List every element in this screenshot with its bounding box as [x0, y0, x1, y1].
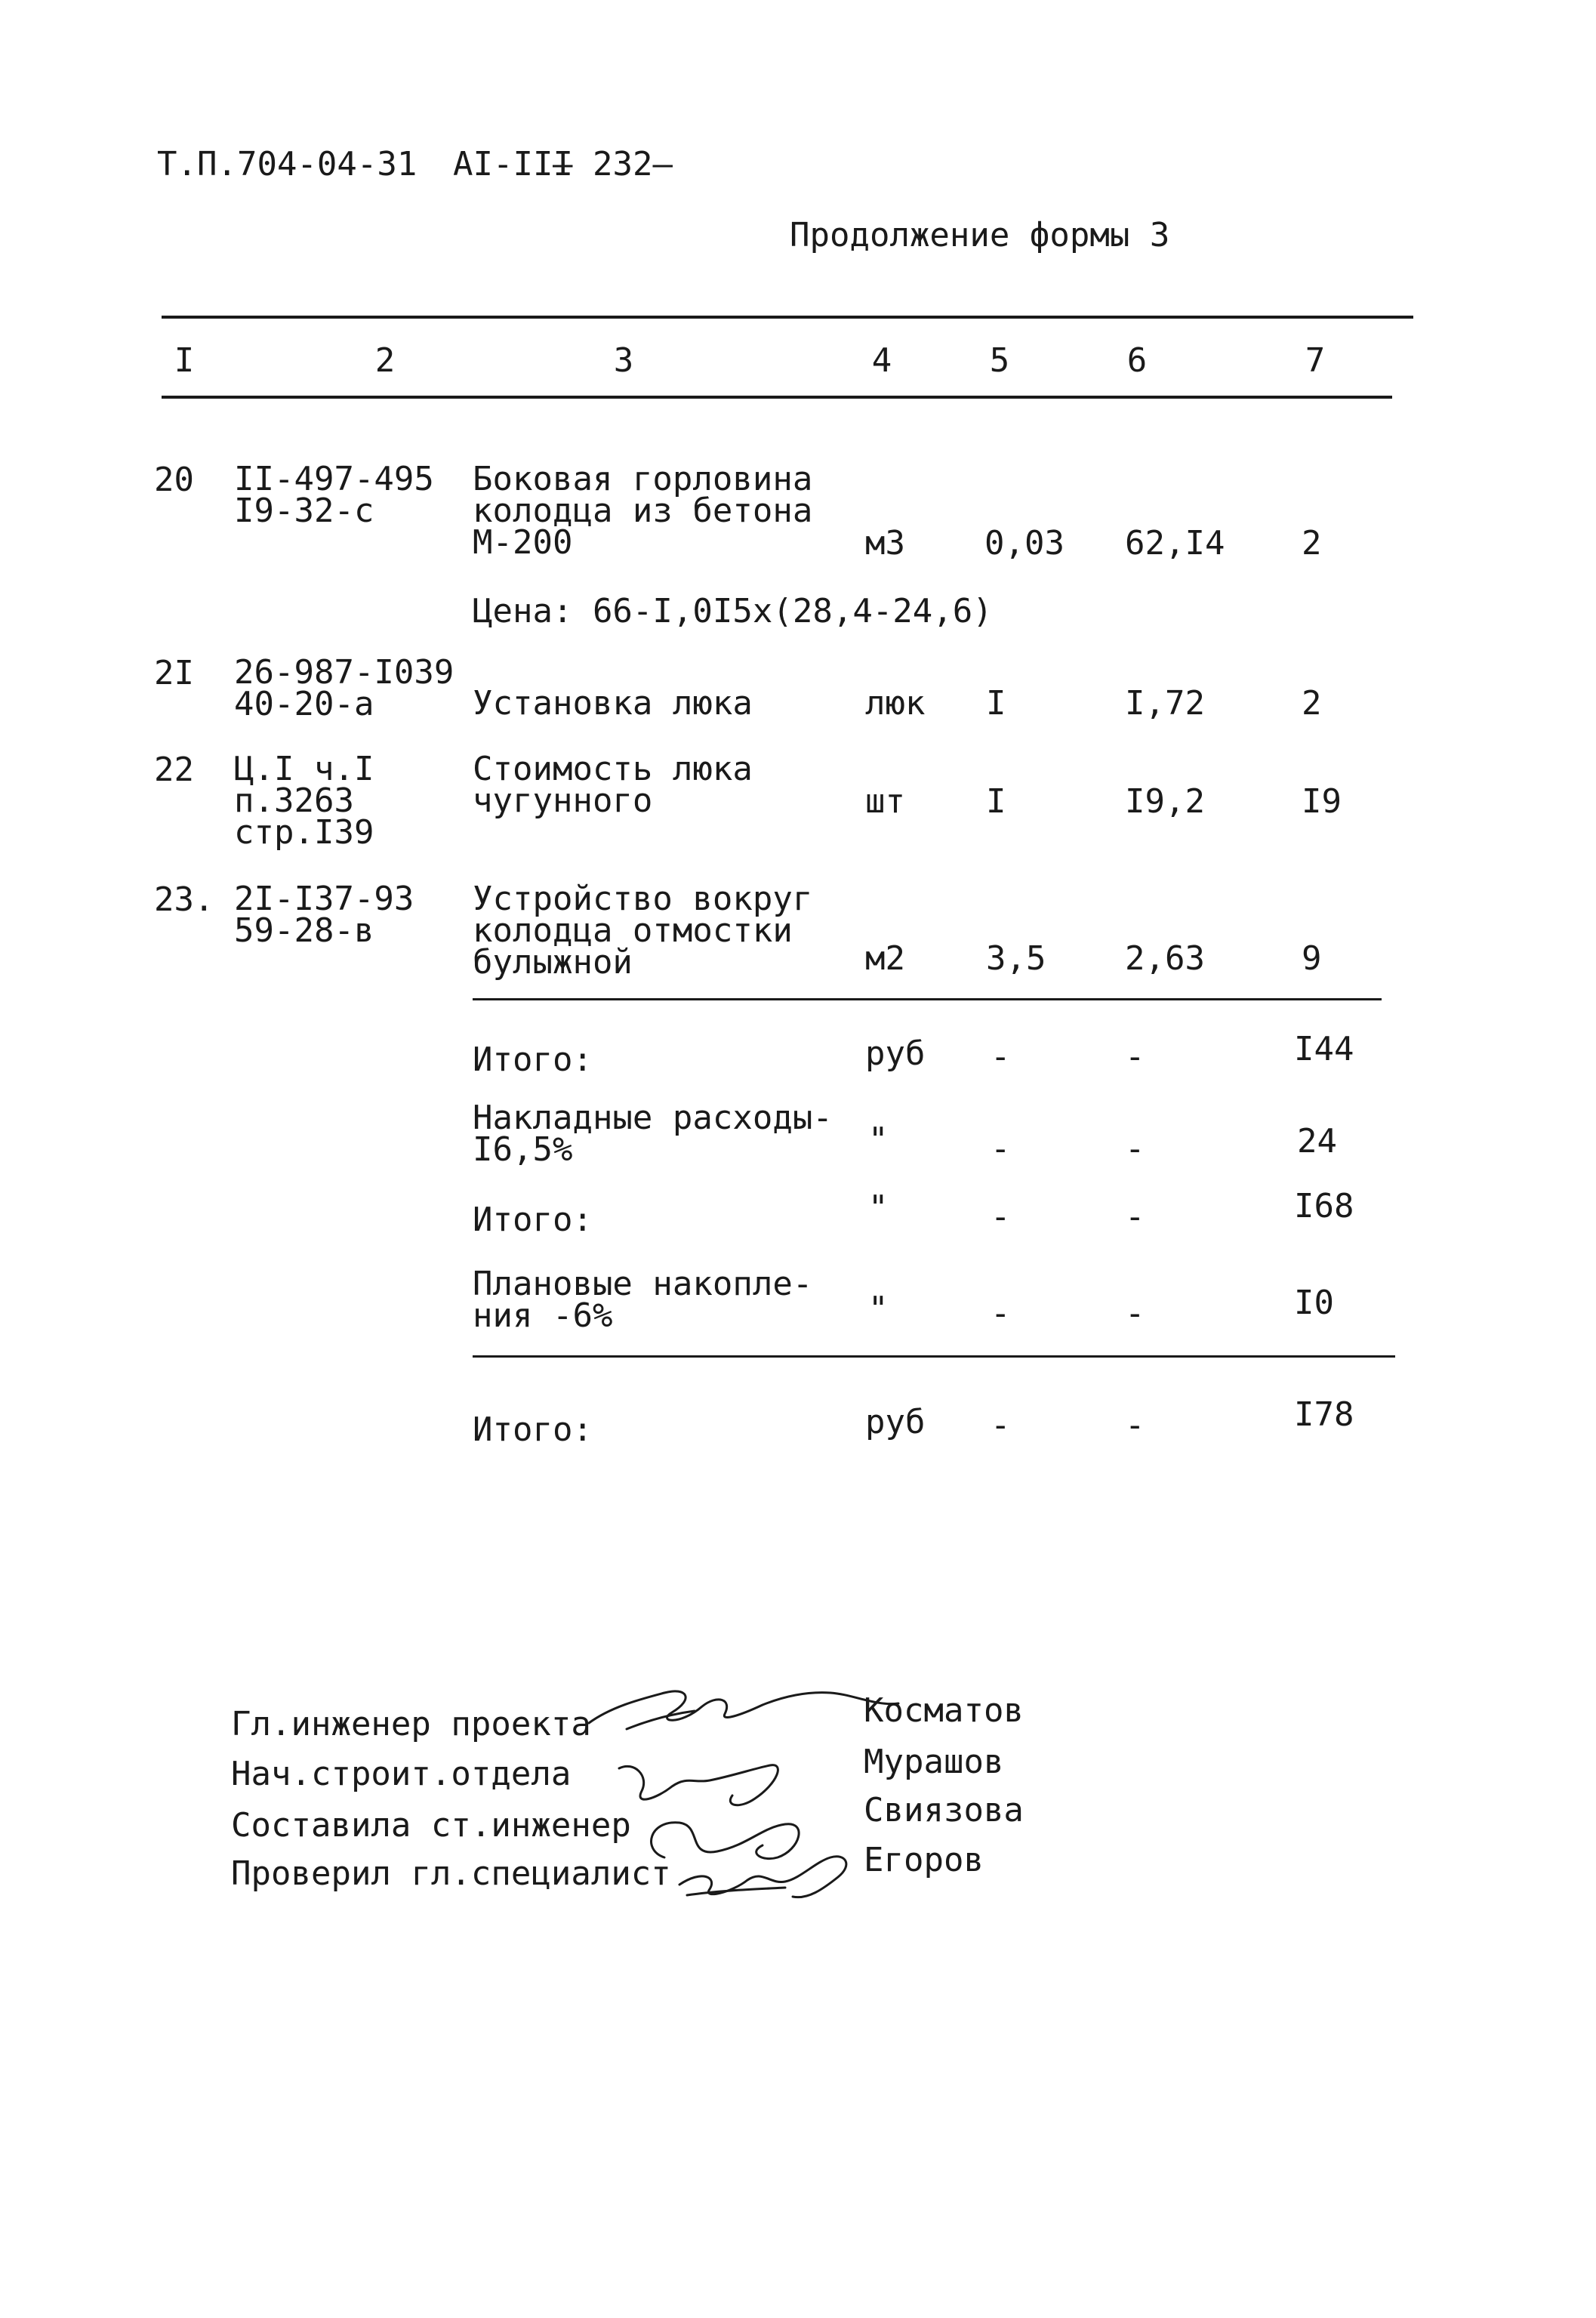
row-total: 2	[1302, 524, 1322, 563]
row-number: 20	[154, 461, 194, 499]
summary-quantity: -	[991, 1294, 1011, 1333]
signature-role: Составила ст.инженер	[231, 1806, 631, 1845]
document-code: Т.П.704-04-31	[157, 145, 417, 183]
column-header-4: 4	[871, 341, 892, 380]
summary-price: -	[1125, 1130, 1145, 1168]
page-number: — 232—	[553, 145, 673, 183]
row-total: I9	[1302, 782, 1342, 821]
column-header-6: 6	[1126, 341, 1148, 380]
summary-unit: руб	[865, 1403, 926, 1441]
row-name: Стоимость люка чугунного	[473, 750, 753, 820]
total-rule	[473, 1355, 1395, 1358]
summary-label: Накладные расходы- I6,5%	[473, 1099, 833, 1169]
summary-quantity: -	[991, 1198, 1011, 1236]
summary-price: -	[1125, 1294, 1145, 1333]
signature-name: Егоров	[864, 1841, 984, 1879]
summary-price: -	[1125, 1037, 1145, 1076]
summary-quantity: -	[991, 1037, 1011, 1076]
column-header-7: 7	[1305, 341, 1326, 380]
row-code: II-497-495 I9-32-с	[234, 460, 434, 530]
summary-price: -	[1125, 1198, 1145, 1236]
row-quantity: I	[986, 782, 1006, 821]
summary-unit: "	[868, 1188, 889, 1227]
table-top-rule	[162, 316, 1413, 319]
column-header-1: I	[174, 341, 195, 380]
row-quantity: I	[986, 684, 1006, 723]
row-unit: шт	[865, 782, 905, 821]
summary-total: I68	[1294, 1187, 1354, 1225]
summary-unit: "	[868, 1290, 889, 1328]
header-bottom-rule	[162, 396, 1392, 399]
signature-name: Свиязова	[864, 1791, 1024, 1829]
row-code: 26-987-I039 40-20-а	[234, 653, 454, 723]
column-header-2: 2	[374, 341, 396, 380]
row-code: 2I-I37-93 59-28-в	[234, 880, 414, 950]
summary-total: I0	[1294, 1284, 1334, 1322]
signature-role: Проверил гл.специалист	[231, 1854, 671, 1893]
row-total: 2	[1302, 684, 1322, 723]
signature-name: Мурашов	[864, 1743, 1004, 1781]
summary-label: Итого:	[473, 1201, 593, 1239]
signature-chief-engineer	[581, 1676, 906, 1744]
column-header-3: 3	[613, 341, 634, 380]
row-total: 9	[1302, 939, 1322, 978]
row-unit: м2	[865, 939, 905, 978]
row-unit: люк	[865, 684, 926, 723]
summary-unit: "	[868, 1120, 889, 1159]
row-quantity: 0,03	[984, 524, 1065, 563]
row-number: 23.	[154, 880, 214, 919]
summary-label: Итого:	[473, 1040, 593, 1079]
row-price: I9,2	[1125, 782, 1205, 821]
row-number: 22	[154, 751, 194, 789]
summary-label: Плановые накопле- ния -6%	[473, 1265, 813, 1335]
column-header-5: 5	[989, 341, 1010, 380]
album-mark: АI-III	[453, 145, 573, 183]
price-calculation-note: Цена: 66-I,0I5х(28,4-24,6)	[473, 592, 993, 630]
row-unit: м3	[865, 524, 905, 563]
signature-name: Косматов	[864, 1691, 1024, 1730]
row-number: 2I	[154, 654, 194, 692]
row-name: Боковая горловина колодца из бетона М-200	[473, 460, 813, 562]
signature-chief-specialist	[672, 1847, 868, 1907]
row-price: 62,I4	[1125, 524, 1225, 563]
summary-total: I44	[1294, 1030, 1354, 1068]
signature-role: Гл.инженер проекта	[231, 1705, 591, 1743]
summary-total: 24	[1297, 1122, 1337, 1161]
row-name: Устройство вокруг колодца отмостки булыжной	[473, 880, 813, 982]
subtotal-rule	[473, 998, 1382, 1000]
row-price: I,72	[1125, 684, 1205, 723]
form-continuation-title: Продолжение формы 3	[790, 216, 1170, 254]
signature-role: Нач.строит.отдела	[231, 1755, 572, 1793]
summary-unit: руб	[865, 1034, 926, 1073]
row-code: Ц.I ч.I п.3263 стр.I39	[234, 750, 374, 852]
summary-price: -	[1125, 1406, 1145, 1444]
row-price: 2,63	[1125, 939, 1205, 978]
summary-quantity: -	[991, 1406, 1011, 1444]
row-name: Установка люка	[473, 684, 753, 723]
summary-quantity: -	[991, 1130, 1011, 1168]
summary-label: Итого:	[473, 1410, 593, 1449]
summary-total: I78	[1294, 1395, 1354, 1434]
row-quantity: 3,5	[986, 939, 1046, 978]
